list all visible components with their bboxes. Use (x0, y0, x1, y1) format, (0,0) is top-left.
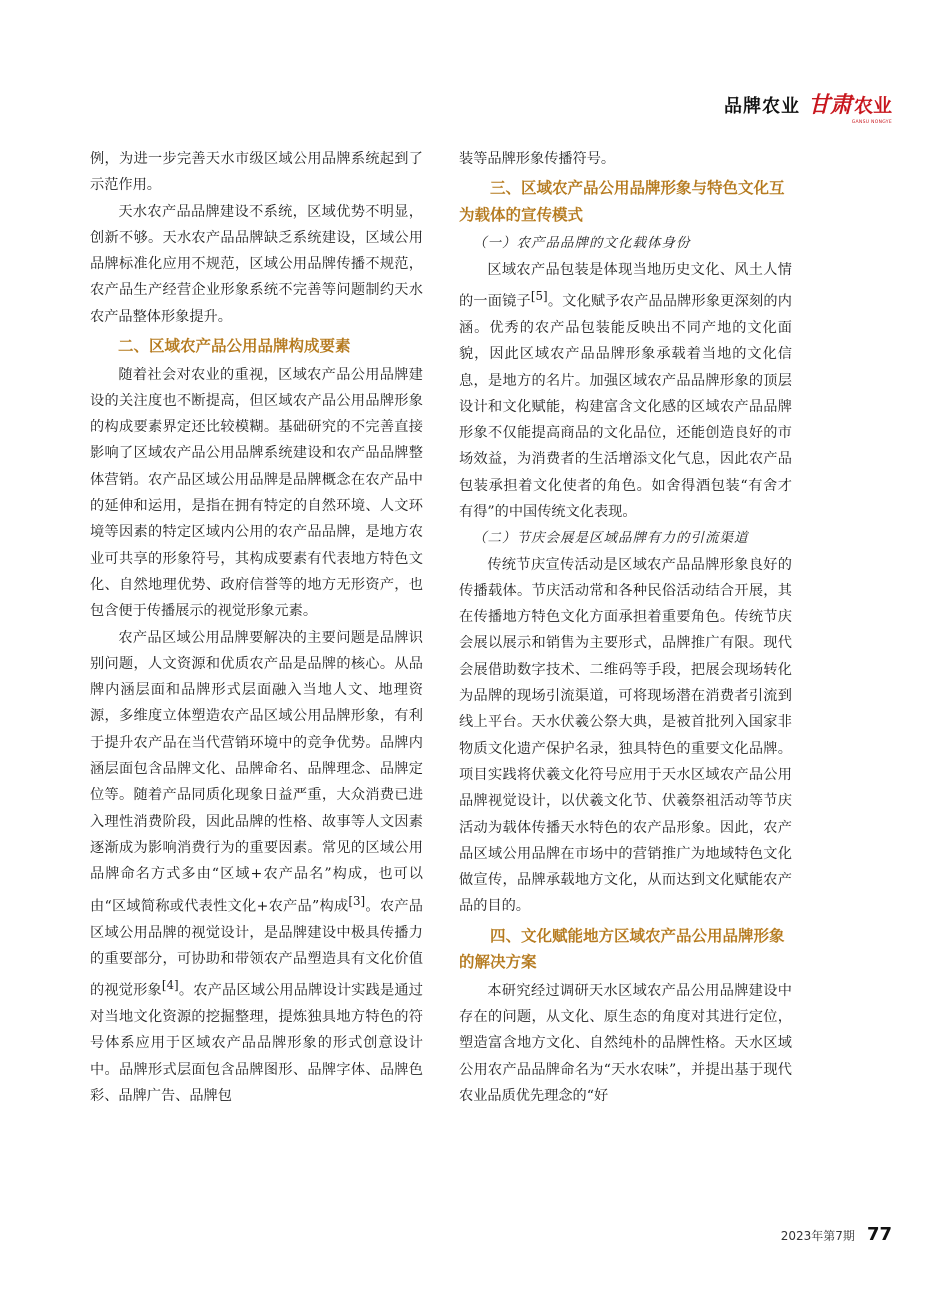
issue-label: 2023年第7期 (780, 1229, 855, 1243)
subsection-heading: （一）农产品品牌的文化载体身份 (473, 235, 691, 252)
paragraph: 传统节庆宣传活动是区域农产品品牌形象良好的传播载体。节庆活动常和各种民俗活动结合开展，其在传播地方特色文化方面承担着重要角色。传统节庆会展以展示和销售为主要形式，品牌推广有限。现代会展借助数字技术、二维码等手段，把展会现场转化为品牌的现场引流渠道，可将现场潜在消费者引流到线上平台。天水伏羲公祭大典，是被首批列入国家非物质文化遗产保护名录，独具特色的重要文化品牌。项目实践将伏羲文化符号应用于天水区域农产品公用品牌视觉设计，以伏羲文化节、伏羲祭祖活动等节庆活动为载体传播天水特色的农产品形象。因此，农产品区域公用品牌在市场中的营销推广为地域特色文化做宣传，品牌承载地方文化，从而达到文化赋能农产品的目的。 (459, 556, 792, 915)
citation-3: [3] (348, 893, 366, 908)
text-run: 。文化赋予农产品品牌形象更深刻的内涵。优秀的农产品包装能反映出不同产地的文化面貌，因此区域农产品品牌形象承载着当地的文化信息，是地方的名片。加强区域农产品品牌形象的顶层设计和文化赋能，构建富含文化感的区域农产品品牌形象不仅能提高商品的文化品位，还能创造良好的市场效益，为消费者的生活增添文化气息，因此农产品包装承担着文化使者的角色。如舍得酒包装“有舍才有得”的中国传统文化表现。 (459, 293, 792, 520)
citation-5: [5] (530, 288, 548, 303)
section-heading: 二、区域农产品公用品牌构成要素 (118, 337, 351, 356)
logo-nongye: 农业 (853, 95, 892, 117)
text-run: 。农产品区域公用品牌的视觉设计，是品牌建设中极具传播力的重要部分，可协助和带领农产品塑造具有文化价值的视觉形象 (90, 898, 423, 999)
paragraph (90, 625, 423, 1110)
subsection-heading: （二）节庆会展是区域品牌有力的引流渠道 (473, 530, 749, 547)
paragraph: 装等品牌形象传播符号。 (459, 151, 616, 167)
page-footer (781, 1224, 892, 1245)
paragraph: 本研究经过调研天水区域农产品公用品牌建设中存在的问题，从文化、原生态的角度对其进行定位，塑造富含地方文化、自然纯朴的品牌性格。天水区域公用农产品品牌命名为“天水农味”，并提出基于现代农业品质优先理念的“好 (459, 982, 792, 1104)
section-title: 品牌农业 (723, 96, 800, 117)
magazine-logo (807, 92, 892, 125)
text-run: 农产品区域公用品牌要解决的主要问题是品牌识别问题，人文资源和优质农产品是品牌的核心。从品牌内涵层面和品牌形式层面融入当地人文、地理资源，多维度立体塑造农产品区域公用品牌形象，有利于提升农产品在当代营销环境中的竞争优势。品牌内涵层面包含品牌文化、品牌命名、品牌理念、品牌定位等。随着产品同质化现象日益严重，大众消费已进入理性消费阶段，因此品牌的性格、故事等人文因素逐渐成为影响消费行为的重要因素。常见的区域公用品牌命名方式多由“区域+农产品名”构成，也可以由“区域简称或代表性文化+农产品”构成 (90, 629, 423, 915)
section-heading: 四、文化赋能地方区域农产品公用品牌形象的解决方案 (459, 926, 785, 972)
page-number: 77 (866, 1224, 892, 1245)
logo-gansu: 甘肃 (807, 92, 852, 118)
right-column (459, 146, 792, 1109)
running-header (723, 92, 892, 125)
paragraph: 随着社会对农业的重视，区域农产品公用品牌建设的关注度也不断提高，但区域农产品公用品牌形象的构成要素界定还比较模糊。基础研究的不完善直接影响了区域农产品公用品牌系统建设和农产品品牌整体营销。农产品区域公用品牌是品牌概念在农产品中的延伸和运用，是指在拥有特定的自然环境、人文环境等因素的特定区域内公用的农产品品牌，是地方农业可共享的形象符号，其构成要素有代表地方特色文化、自然地理优势、政府信誉等的地方无形资产，也包含便于传播展示的视觉形象元素。 (90, 366, 423, 620)
section-heading: 三、区域农产品公用品牌形象与特色文化互为载体的宣传模式 (459, 179, 785, 224)
text-run: 。农产品区域公用品牌设计实践是通过对当地文化资源的挖掘整理，提炼独具地方特色的符号体系应用于区域农产品品牌形象的形式创意设计中。品牌形式层面包含品牌图形、品牌字体、品牌色彩、品牌广告、品牌包 (90, 982, 423, 1105)
paragraph: 例，为进一步完善天水市级区域公用品牌系统起到了示范作用。 (90, 151, 423, 194)
text-run: 区域农产品包装是体现当地历史文化、风土人情的一面镜子 (459, 261, 792, 310)
left-column (90, 146, 423, 1109)
paragraph (459, 257, 792, 526)
citation-4: [4] (161, 978, 179, 993)
logo-pinyin: GANSU NONGYE (851, 120, 892, 125)
paragraph: 天水农产品品牌建设不系统，区域优势不明显，创新不够。天水农产品品牌缺乏系统建设，区域公用品牌标准化应用不规范，区域公用品牌传播不规范，农产品生产经营企业形象系统不完善等问题制约天水农产品整体形象提升。 (90, 203, 423, 325)
